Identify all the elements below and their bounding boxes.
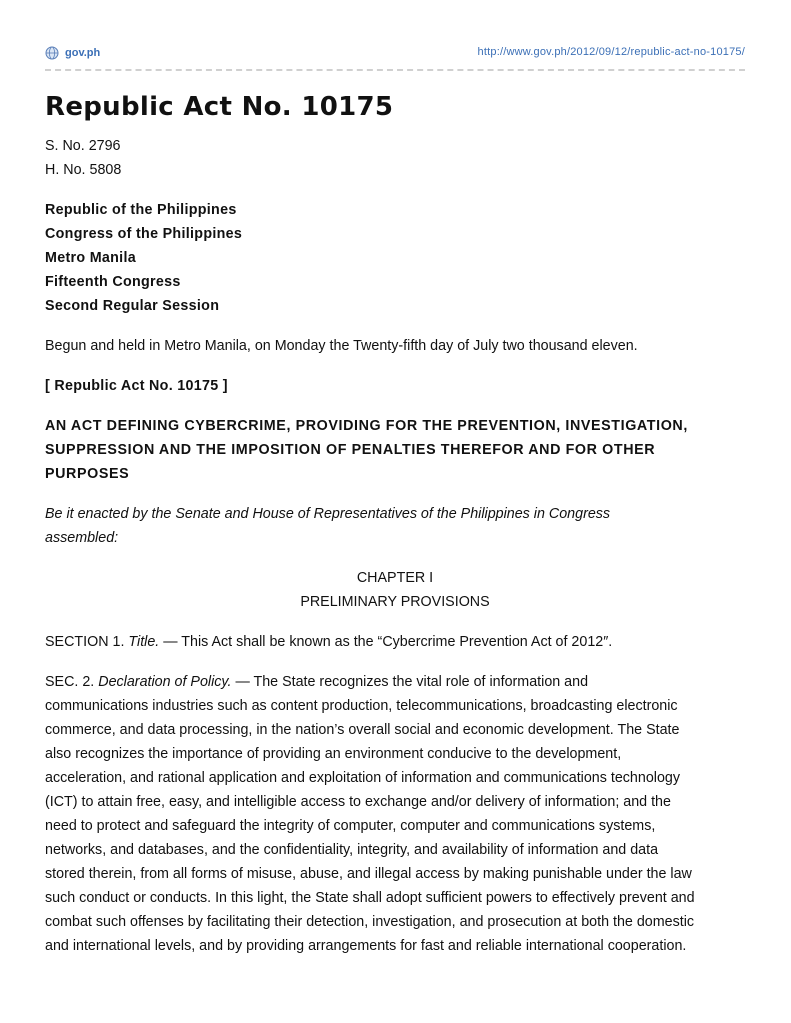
section-2-line: commerce, and data processing, in the nation’s overall social and economic development. The State [45, 722, 680, 738]
enacting-line: Be it enacted by the Senate and House of Representatives of the Philippines in Congress [45, 506, 611, 522]
act-title-line: PURPOSES [45, 466, 130, 482]
section-2-line: communications industries such as content production, telecommunications, broadcasting electronic [45, 698, 678, 714]
section-2-prefix: SEC. 2. [45, 674, 99, 690]
heading-session: Second Regular Session [45, 298, 220, 314]
act-reference: [ Republic Act No. 10175 ] [45, 378, 228, 394]
section-2-line: stored therein, from all forms of misuse, abuse, and illegal access by making punishable under the law [45, 866, 692, 882]
chapter-number: CHAPTER I [356, 570, 434, 586]
act-title [45, 414, 745, 486]
section-2-line: need to protect and safeguard the integrity of computer, computer and communications systems, [45, 818, 656, 834]
section-1 [45, 630, 745, 654]
section-2-line: and international levels, and by providing arrangements for fast and reliable international cooperation. [45, 938, 687, 954]
section-2-line: (ICT) to attain free, easy, and intelligible access to exchange and/or delivery of information; and the [45, 794, 671, 810]
site-name[interactable]: gov.ph [65, 47, 101, 59]
act-title-line: SUPPRESSION AND THE IMPOSITION OF PENALTIES THEREFOR AND FOR OTHER [45, 442, 656, 458]
section-2-title: Declaration of Policy. [98, 674, 232, 690]
section-2-line: combat such offenses by facilitating their detection, investigation, and prosecution at both the domestic [45, 914, 695, 930]
heading-congress-number: Fifteenth Congress [45, 274, 181, 290]
section-2 [45, 670, 745, 958]
globe-icon [45, 46, 59, 60]
chapter-title: PRELIMINARY PROVISIONS [300, 594, 490, 610]
site-logo[interactable] [45, 46, 100, 60]
begun-statement: Begun and held in Metro Manila, on Monday the Twenty-fifth day of July two thousand eleven. [45, 338, 638, 354]
section-2-line: networks, and databases, and the confidentiality, integrity, and availability of information and data [45, 842, 659, 858]
congress-headings [45, 198, 745, 318]
page-title: Republic Act No. 10175 [45, 92, 394, 122]
section-2-line: acceleration, and rational application and exploitation of information and communications technology [45, 770, 681, 786]
page-url[interactable]: http://www.gov.ph/2012/09/12/republic-act-no-10175/ [477, 46, 745, 58]
section-2-first-line-text: — The State recognizes the vital role of information and [231, 674, 589, 690]
section-2-line: also recognizes the importance of providing an environment conducive to the development, [45, 746, 622, 762]
heading-congress: Congress of the Philippines [45, 226, 243, 242]
document-body [45, 90, 745, 974]
chapter-heading [45, 566, 745, 614]
header-divider [45, 69, 745, 71]
senate-number: S. No. 2796 [45, 138, 121, 154]
act-title-line: AN ACT DEFINING CYBERCRIME, PROVIDING FOR THE PREVENTION, INVESTIGATION, [45, 418, 688, 434]
enacting-clause [45, 502, 745, 550]
heading-location: Metro Manila [45, 250, 136, 266]
heading-republic: Republic of the Philippines [45, 202, 237, 218]
section-1-title: Title. [128, 634, 160, 650]
section-2-line: such conduct or conducts. In this light, the State shall adopt sufficient powers to effectively prevent and [45, 890, 695, 906]
enacting-line: assembled: [45, 530, 119, 546]
page-header [45, 44, 745, 70]
bill-numbers [45, 134, 745, 182]
section-1-prefix: SECTION 1. [45, 634, 129, 650]
house-number: H. No. 5808 [45, 162, 122, 178]
section-2-first-line [45, 670, 745, 694]
section-1-text: — This Act shall be known as the “Cybercrime Prevention Act of 2012″. [159, 634, 613, 650]
